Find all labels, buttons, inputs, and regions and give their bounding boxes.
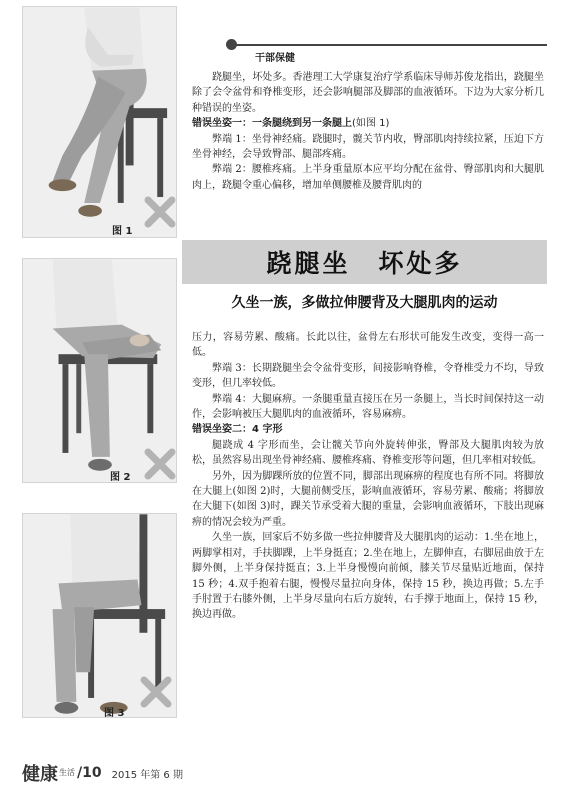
section-rule <box>232 44 547 46</box>
article-main-text <box>192 330 544 623</box>
magazine-brand: 健康 <box>22 764 58 785</box>
issue-info: 2015 年第 6 期 <box>111 769 183 781</box>
article-subtitle: 久坐一族，多做拉伸腰背及大腿肌肉的运动 <box>231 295 498 311</box>
wrong-posture-1-heading <box>192 116 544 131</box>
magazine-brand-suffix: 生活 <box>59 768 75 777</box>
title-banner <box>182 240 547 284</box>
drawback-2-paragraph: 弊端 2：腰椎疼痛。上半身重量原本应平均分配在盆骨、臀部肌肉和大腿肌肉上，跷腿令重心偏移，增加单侧腰椎及腰背肌肉的 <box>192 164 544 191</box>
article-top-text <box>192 70 544 193</box>
page-number: /10 <box>77 765 102 781</box>
wrong-posture-x-icon <box>142 446 178 482</box>
figure-2-label: 图 2 <box>110 472 131 483</box>
intro-paragraph: 跷腿坐，坏处多。香港理工大学康复治疗学系临床导师苏俊龙指出，跷腿坐除了会令盆骨和脊椎变形，还会影响腿部及脚部的血液循环。下边为大家分析几种错误的坐姿。 <box>192 72 544 114</box>
figure-3-label: 图 3 <box>104 708 125 719</box>
figure-four-paragraph: 腿跷成 4 字形而坐，会让髋关节向外旋转伸张，臀部及大腿肌肉较为放松，虽然容易出现坐骨神经痛、腰椎疼痛、脊椎变形等问题，但几率相对较低。 <box>192 439 544 467</box>
wrong-posture-x-icon <box>142 194 178 230</box>
figure-1-label: 图 1 <box>112 226 133 237</box>
ankle-position-paragraph: 另外，因为脚踝所放的位置不同，脚部出现麻痹的程度也有所不同。将脚放在大腿上(如图 2)时，大腿前侧受压，影响血液循环，容易劳累、酸痛；将脚放在大腿下(如图 3)时，踝关节承受着大腿的重量，会影响血液循环，下肢出现麻痹的情况会较为严重。 <box>192 470 544 528</box>
wrong-posture-2-heading: 错误坐姿二：4 字形 <box>192 424 283 436</box>
drawback-3-paragraph: 弊端 3：长期跷腿坐会令盆骨变形，间接影响脊椎，令脊椎受力不均，导致变形，但几率较低。 <box>192 362 544 390</box>
wrong-posture-1-ref: (如图 1) <box>352 118 390 130</box>
drawback-4-paragraph: 弊端 4：大腿麻痹。一条腿重量直接压在另一条腿上，当长时间保持这一动作，会影响被压大腿肌肉的血液循环，容易麻痹。 <box>192 393 544 421</box>
page-footer <box>22 760 183 786</box>
continued-paragraph: 压力，容易劳累、酸痛。长此以往，盆骨左右形状可能发生改变，变得一高一低。 <box>192 332 544 359</box>
section-tag: 干部保健 <box>255 53 295 64</box>
wrong-posture-x-icon <box>138 674 174 710</box>
stretch-exercise-paragraph: 久坐一族，回家后不妨多做一些拉伸腰背及大腿肌肉的运动：1.坐在地上，两脚掌相对，手扶脚踝，上半身挺直；2.坐在地上，左脚伸直，右脚屈曲放于左脚外侧，上半身保持挺直；3.上半身慢慢向前倾，膝关节尽量贴近地面，保持 15 秒；4.双手抱着右腿，慢慢尽量拉向身体，保持 15 秒，换边再做；5.左手手肘置于右膝外侧，上半身尽量向右后方旋转，右手撑于地面上，保持 15 秒，换边再做。 <box>192 532 544 621</box>
wrong-posture-1-title: 错误坐姿一：一条腿绕到另一条腿上 <box>192 118 352 130</box>
drawback-1-paragraph: 弊端 1：坐骨神经痛。跷腿时，髋关节内收，臀部肌肉持续拉紧，压迫下方坐骨神经，会导致臀部、腿部疼痛。 <box>192 133 544 161</box>
article-title: 跷腿坐 坏处多 <box>266 249 463 278</box>
